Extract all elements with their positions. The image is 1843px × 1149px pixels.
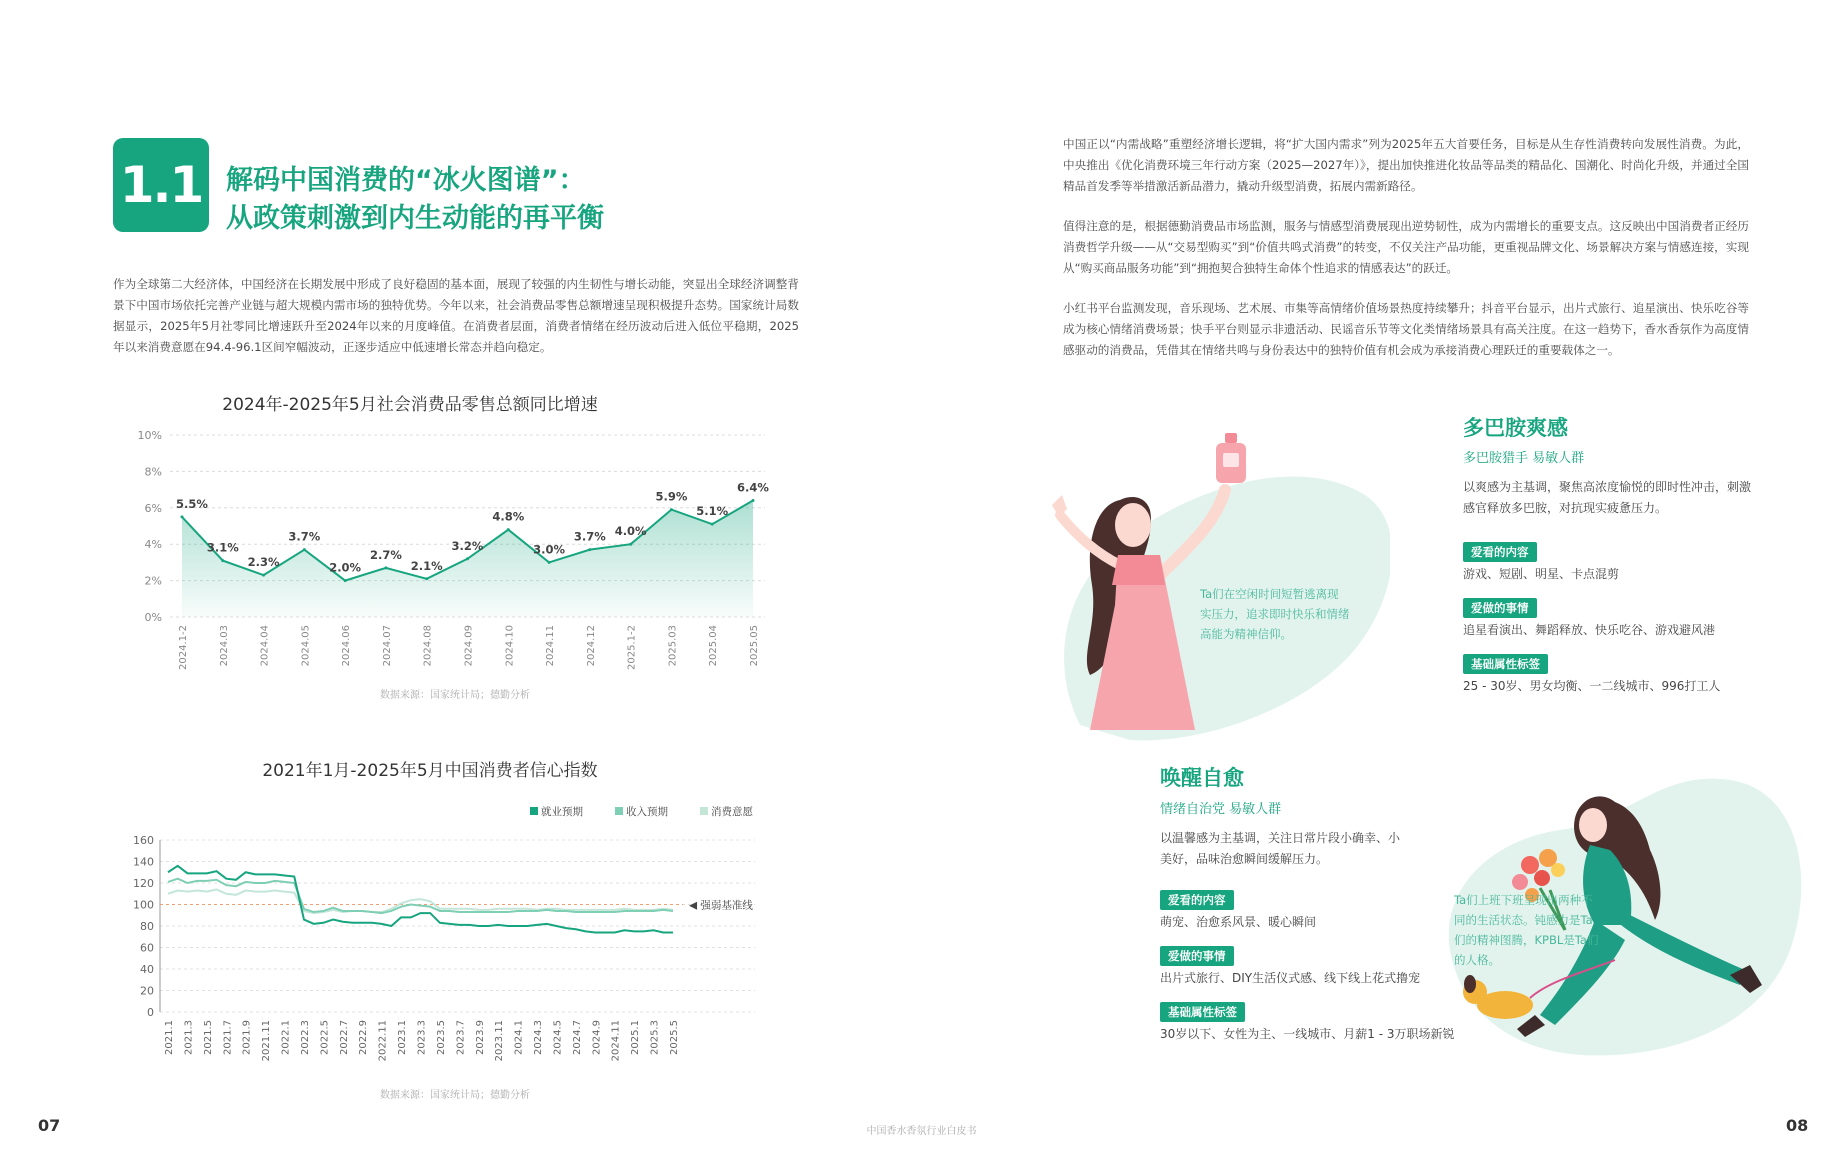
section-title-line2: 从政策刺激到内生动能的再平衡 <box>226 203 604 234</box>
page-number-right: 08 <box>1786 1116 1809 1135</box>
chart1-xtick-label: 2024.10 <box>504 625 516 667</box>
chart2-ytick-label: 120 <box>133 877 154 890</box>
persona2-tag-watch: 爱看的内容 <box>1160 889 1234 910</box>
chart1-title: 2024年-2025年5月社会消费品零售总额同比增速 <box>222 395 598 415</box>
persona1-tag-attrs-value: 25 - 30岁、男女均衡、一二线城市、996打工人 <box>1463 679 1721 693</box>
chart2-xtick-label: 2025.3 <box>649 1020 661 1055</box>
chart2-xtick-label: 2024.1 <box>513 1020 525 1055</box>
chart1-ytick-label: 10% <box>137 429 162 442</box>
chart2-xtick-label: 2022.7 <box>338 1020 350 1055</box>
chart1-data-label: 2.3% <box>247 555 280 570</box>
chart1-data-label: 3.7% <box>288 529 321 544</box>
chart1-data-label: 2.0% <box>329 560 362 575</box>
chart1-ytick-label: 8% <box>144 465 162 479</box>
intro-paragraph: 作为全球第二大经济体，中国经济在长期发展中形成了良好稳固的基本面，展现了较强的内生韧性与增长动能，突显出全球经济调整背景下中国市场依托完善产业链与超大规模内需市场的独特优势。今年以来，社会消费品零售总额增速呈现积极提升态势。国家统计局数据显示，2025年5月社零同比增速跃升至2024年以来的月度峰值。在消费者层面，消费者情绪在经历波动后进入低位平稳期，2025年以来消费意愿在94.4-96.1区间窄幅波动，正逐步适应中低速增长常态并趋向稳定。 <box>113 277 799 354</box>
chart2-ytick-label: 20 <box>140 984 154 998</box>
chart1-ytick-label: 6% <box>144 501 162 515</box>
chart1-ytick-label: 4% <box>144 538 162 552</box>
chart1-data-label: 3.2% <box>451 538 484 553</box>
persona1-tag-do-value: 追星看演出、舞蹈释放、快乐吃谷、游戏避风港 <box>1463 623 1716 637</box>
chart2-xtick-label: 2021.5 <box>202 1020 214 1055</box>
chart2-xtick-label: 2022.11 <box>377 1020 389 1062</box>
section-title-line1: 解码中国消费的“冰火图谱”： <box>226 165 586 196</box>
chart1-data-point <box>344 579 347 582</box>
chart1-data-label: 6.4% <box>737 480 769 495</box>
persona2-tag-attrs-value: 30岁以下、女性为主、一线城市、月薪1 - 3万职场新锐 <box>1160 1027 1455 1041</box>
chart1-xtick-label: 2024.12 <box>585 625 597 667</box>
chart1-data-label: 5.9% <box>655 489 688 504</box>
chart2-xtick-label: 2023.7 <box>455 1020 467 1055</box>
chart1-data-point <box>425 577 428 580</box>
chart2-legend-swatch <box>700 807 708 815</box>
chart1-xtick-label: 2024.1-2 <box>178 625 189 670</box>
chart1-source: 数据来源：国家统计局；德勤分析 <box>380 690 530 701</box>
footer-title: 中国香水香氛行业白皮书 <box>866 1126 977 1137</box>
chart1-data-point <box>670 508 673 511</box>
chart1-data-point <box>181 515 184 518</box>
chart2-legend-label: 就业预期 <box>541 806 583 818</box>
chart2-xtick-label: 2024.7 <box>571 1020 583 1055</box>
chart1-data-point <box>588 548 591 551</box>
consumer-confidence-chart <box>110 795 810 1070</box>
chart1-xtick-label: 2024.09 <box>463 625 475 667</box>
chart2-ytick-label: 160 <box>133 834 154 847</box>
chart1-data-point <box>711 523 714 526</box>
chart2-xtick-label: 2023.3 <box>416 1020 428 1055</box>
chart1-data-point <box>303 548 306 551</box>
persona1-tag-do: 爱做的事情 <box>1463 597 1537 618</box>
chart1-xtick-label: 2024.05 <box>300 625 312 667</box>
chart1-xtick-label: 2024.03 <box>218 625 230 667</box>
chart1-xtick-label: 2025.05 <box>749 625 760 667</box>
chart2-xtick-label: 2023.11 <box>494 1020 506 1062</box>
chart2-baseline-label: ◀ 强弱基准线 <box>689 899 753 912</box>
chart2-xtick-label: 2025.1 <box>630 1020 642 1055</box>
chart2-xtick-label: 2022.1 <box>280 1020 292 1055</box>
chart2-series-line <box>168 879 673 913</box>
chart1-data-label: 5.1% <box>696 504 729 519</box>
right-paragraph-2: 值得注意的是，根据德勤消费品市场监测，服务与情感型消费展现出逆势韧性，成为内需增长的重要支点。这反映出中国消费者正经历消费哲学升级——从“交易型购买”到“价值共鸣式消费”的转变，不仅关注产品功能，更重视品牌文化、场景解决方案与情感连接，实现从“购买商品服务功能”到“拥抱契合独特生命体个性追求的情感表达”的跃迁。 <box>1063 219 1749 275</box>
chart2-xtick-label: 2024.9 <box>591 1020 603 1055</box>
persona2-description: 以温馨感为主基调，关注日常片段小确幸、小美好，品味治愈瞬间缓解压力。 <box>1160 831 1401 866</box>
chart2-xtick-label: 2025.5 <box>669 1020 680 1055</box>
chart1-data-label: 3.1% <box>206 540 239 555</box>
chart2-series-line <box>168 889 673 913</box>
chart2-source: 数据来源：国家统计局；德勤分析 <box>380 1090 530 1101</box>
chart2-xtick-label: 2021.9 <box>241 1020 253 1055</box>
chart1-ytick-label: 0% <box>144 611 162 624</box>
chart1-data-point <box>262 574 265 577</box>
chart2-xtick-label: 2021.1 <box>164 1020 175 1055</box>
chart2-xtick-label: 2022.3 <box>299 1020 311 1055</box>
chart1-data-label: 3.7% <box>573 529 606 544</box>
chart2-xtick-label: 2024.5 <box>552 1020 564 1055</box>
persona1-title: 多巴胺爽感 <box>1463 416 1568 440</box>
section-number-badge: 1.1 <box>113 138 209 232</box>
chart1-data-point <box>629 543 632 546</box>
persona2-tag-attrs: 基础属性标签 <box>1160 1001 1245 1022</box>
chart2-xtick-label: 2023.1 <box>397 1020 409 1055</box>
chart1-xtick-label: 2024.08 <box>422 625 434 667</box>
chart1-data-point <box>221 559 224 562</box>
chart2-legend-label: 消费意愿 <box>711 806 753 818</box>
chart2-ytick-label: 40 <box>140 963 154 976</box>
chart2-title: 2021年1月-2025年5月中国消费者信心指数 <box>262 761 598 781</box>
chart2-xtick-label: 2024.11 <box>610 1020 622 1062</box>
chart1-data-label: 2.1% <box>410 558 443 573</box>
chart1-xtick-label: 2025.04 <box>708 625 720 667</box>
persona1-tag-attrs: 基础属性标签 <box>1463 653 1548 674</box>
page-number-left: 07 <box>38 1116 61 1135</box>
chart2-ytick-label: 80 <box>140 920 154 933</box>
retail-sales-chart <box>110 420 780 680</box>
chart2-xtick-label: 2021.3 <box>183 1020 195 1055</box>
chart2-xtick-label: 2021.7 <box>222 1020 234 1055</box>
chart2-legend-swatch <box>615 807 623 815</box>
chart1-data-label: 3.0% <box>533 542 566 557</box>
persona2-tag-watch-value: 萌宠、治愈系风景、暖心瞬间 <box>1160 915 1317 929</box>
chart2-xtick-label: 2023.5 <box>435 1020 447 1055</box>
chart2-xtick-label: 2022.5 <box>319 1020 331 1055</box>
chart1-data-label: 2.7% <box>369 547 402 562</box>
chart1-ytick-label: 2% <box>144 574 162 588</box>
chart2-legend-label: 收入预期 <box>626 806 668 818</box>
chart1-data-label: 5.5% <box>176 496 208 511</box>
persona2-quote: Ta们上班下班呈现出两种不同的生活状态。钝感力是Ta们的精神图腾，KPBL是Ta们的人格。 <box>1454 893 1599 967</box>
persona2-title: 唤醒自愈 <box>1160 766 1244 790</box>
chart1-xtick-label: 2025.1-2 <box>626 625 638 670</box>
persona1-tag-watch-value: 游戏、短剧、明星、卡点混剪 <box>1463 567 1620 581</box>
chart1-data-point <box>752 499 755 502</box>
right-paragraph-3: 小红书平台监测发现，音乐现场、艺术展、市集等高情绪价值场景热度持续攀升；抖音平台显示，出片式旅行、追星演出、快乐吃谷等成为核心情绪消费场景；快手平台则显示非遗活动、民谣音乐节等文化类情绪场景具有高关注度。在这一趋势下，香水香氛作为高度情感驱动的消费品，凭借其在情绪共鸣与身份表达中的独特价值有机会成为承接消费心理跃迁的重要载体之一。 <box>1063 301 1749 357</box>
dopamine-woman-illustration <box>1020 415 1390 750</box>
chart2-xtick-label: 2024.3 <box>533 1020 545 1055</box>
right-paragraph-1: 中国正以“内需战略”重塑经济增长逻辑，将“扩大国内需求”列为2025年五大首要任务，目标是从生存性消费转向发展性消费。为此，中央推出《优化消费环境三年行动方案（2025—2027年）》，提出加快推进化妆品等品类的精品化、国潮化、时尚化升级，并通过全国精品首发季等举措激活新品潜力，撬动升级型消费，拓展内需新路径。 <box>1063 137 1749 193</box>
chart1-xtick-label: 2024.06 <box>341 625 353 667</box>
chart1-xtick-label: 2024.11 <box>545 625 557 667</box>
chart1-xtick-label: 2024.04 <box>259 625 271 667</box>
persona2-subtitle: 情绪自治党 易敏人群 <box>1160 802 1282 817</box>
chart1-xtick-label: 2025.03 <box>667 625 679 667</box>
chart1-data-point <box>507 528 510 531</box>
chart2-xtick-label: 2022.9 <box>358 1020 370 1055</box>
chart2-legend-swatch <box>530 807 538 815</box>
chart2-ytick-label: 140 <box>133 855 154 869</box>
chart1-data-point <box>548 561 551 564</box>
persona2-tag-do: 爱做的事情 <box>1160 945 1234 966</box>
chart2-xtick-label: 2023.9 <box>474 1020 486 1055</box>
persona1-subtitle: 多巴胺猎手 易敏人群 <box>1463 451 1585 466</box>
persona2-tag-do-value: 出片式旅行、DIY生活仪式感、线下线上花式撸宠 <box>1160 971 1421 985</box>
chart2-ytick-label: 60 <box>140 941 154 955</box>
chart2-ytick-label: 100 <box>133 898 154 912</box>
chart1-data-label: 4.0% <box>614 524 647 539</box>
persona1-tag-watch: 爱看的内容 <box>1463 541 1537 562</box>
chart1-xtick-label: 2024.07 <box>381 625 393 667</box>
chart1-data-label: 4.8% <box>492 509 525 524</box>
chart1-data-point <box>384 566 387 569</box>
persona1-quote: Ta们在空闲时间短暂逃离现实压力，追求即时快乐和情绪高能为精神信仰。 <box>1200 587 1350 641</box>
chart1-data-point <box>466 557 469 560</box>
chart2-xtick-label: 2021.11 <box>261 1020 273 1062</box>
chart2-ytick-label: 0 <box>147 1006 154 1019</box>
persona1-description: 以爽感为主基调，聚焦高浓度愉悦的即时性冲击，刺激感官释放多巴胺，对抗现实疲惫压力。 <box>1463 480 1752 515</box>
